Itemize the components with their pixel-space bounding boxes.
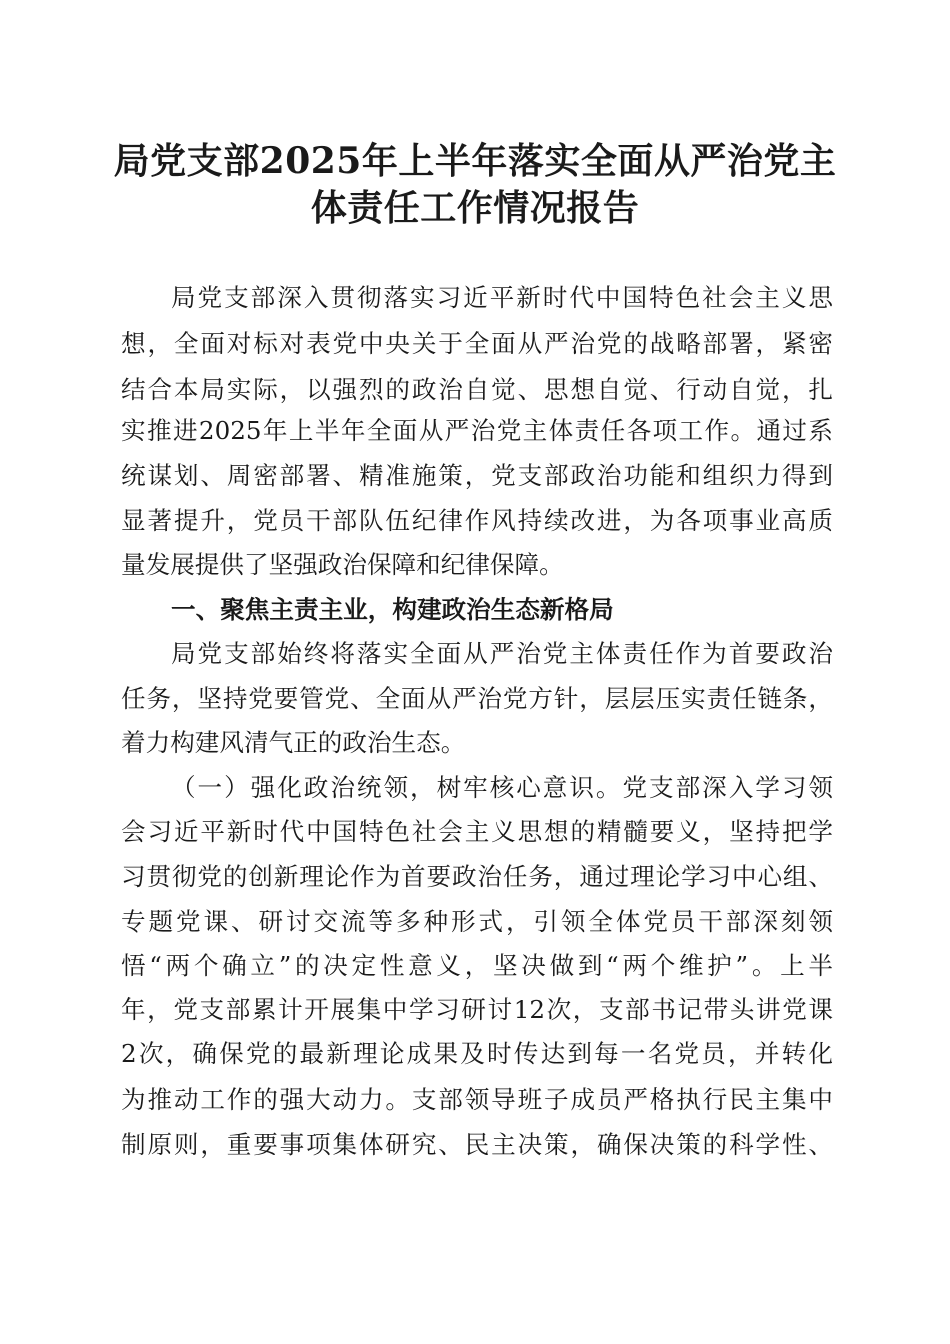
section-line: 任务，坚持党要管党、全面从严治党方针，层层压实责任链条， <box>121 684 833 713</box>
title-line-2: 体责任工作情况报告 <box>310 187 640 229</box>
subsection-line: （一）强化政治统领，树牢核心意识。党支部深入学习领 <box>171 773 833 802</box>
intro-line: 想，全面对标对表党中央关于全面从严治党的战略部署，紧密 <box>121 329 833 358</box>
subsection-line: 习贯彻党的创新理论作为首要政治任务，通过理论学习中心组、 <box>121 862 833 891</box>
intro-line: 局党支部深入贯彻落实习近平新时代中国特色社会主义思 <box>171 283 833 312</box>
section-line: 局党支部始终将落实全面从严治党主体责任作为首要政治 <box>171 639 833 668</box>
subsection-line: 2次，确保党的最新理论成果及时传达到每一名党员，并转化 <box>121 1039 833 1068</box>
intro-line: 量发展提供了坚强政治保障和纪律保障。 <box>121 550 564 579</box>
subsection-line: 制原则，重要事项集体研究、民主决策，确保决策的科学性、 <box>121 1130 833 1159</box>
section-line: 着力构建风清气正的政治生态。 <box>121 728 466 757</box>
intro-line: 显著提升，党员干部队伍纪律作风持续改进，为各项事业高质 <box>121 506 833 535</box>
subsection-line: 为推动工作的强大动力。支部领导班子成员严格执行民主集中 <box>121 1085 833 1114</box>
title-line-1: 局党支部2025年上半年落实全面从严治党主 <box>113 140 837 182</box>
subsection-line: 专题党课、研讨交流等多种形式，引领全体党员干部深刻领 <box>121 907 833 936</box>
intro-line: 结合本局实际，以强烈的政治自觉、思想自觉、行动自觉，扎 <box>121 375 833 404</box>
intro-line: 统谋划、周密部署、精准施策，党支部政治功能和组织力得到 <box>121 461 833 490</box>
document-title <box>100 138 850 232</box>
section-heading: 一、聚焦主责主业，构建政治生态新格局 <box>171 595 614 624</box>
subsection-line: 年，党支部累计开展集中学习研讨12次，支部书记带头讲党课 <box>121 995 833 1024</box>
intro-line: 实推进2025年上半年全面从严治党主体责任各项工作。通过系 <box>121 416 833 445</box>
subsection-line: 悟“两个确立”的决定性意义，坚决做到“两个维护”。上半 <box>121 951 833 980</box>
subsection-line: 会习近平新时代中国特色社会主义思想的精髓要义，坚持把学 <box>121 817 833 846</box>
